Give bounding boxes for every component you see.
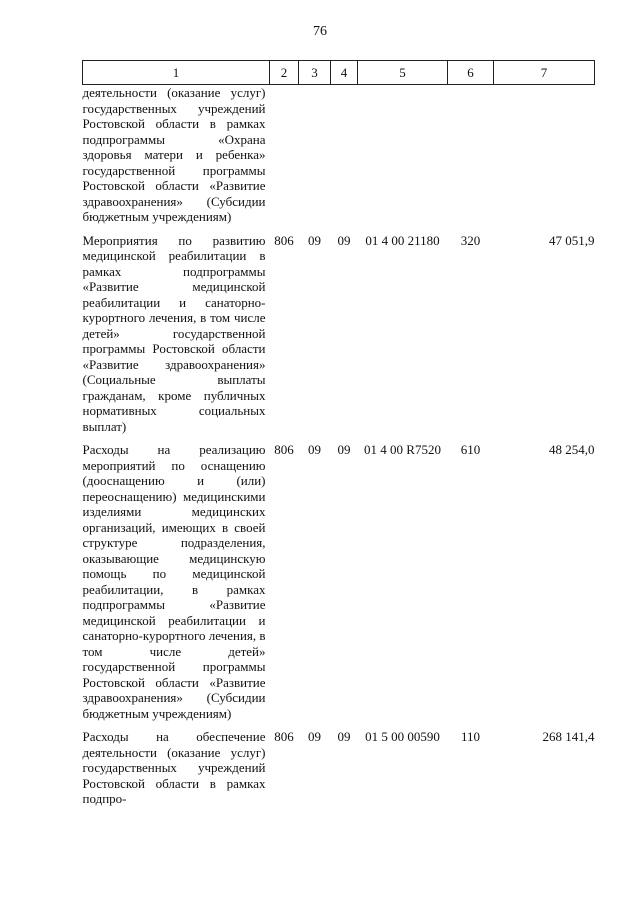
header-col-2: 2 (270, 61, 299, 85)
budget-table-container (82, 60, 594, 807)
row-subsection-code: 09 (337, 232, 351, 248)
row-description: Расходы на реализацию мероприятий по оснащению (дооснащению и (или) переоснащению) медицинскими изделиями медицинских организаций, имеющих в своей структуре подразделения, оказывающие медицинскую помощь по медицинской реабилитации, в рамках подпрограммы «Развитие медицинской реабилитации и санаторно-курортного лечения, в том числе детей» государственной программы Ростовской области «Развитие здравоохранения» (Субсидии бюджетным учреждениям) (82, 442, 266, 721)
row-expense-type: 110 (460, 729, 481, 744)
header-col-4: 4 (331, 61, 358, 85)
table-row (83, 233, 595, 435)
row-ministry-code: 806 (274, 442, 294, 457)
row-expense-type: 320 (460, 232, 481, 248)
header-col-3: 3 (299, 61, 331, 85)
row-ministry-code: 806 (274, 729, 294, 744)
row-ministry-code (270, 85, 299, 225)
row-target-article: 01 4 00 21180 (365, 232, 440, 248)
row-section-code (299, 85, 331, 225)
row-target-article: 01 4 00 R7520 (364, 442, 441, 457)
row-target-article: 01 5 00 00590 (365, 729, 440, 744)
row-amount: 47 051,9 (549, 232, 595, 248)
row-amount (494, 85, 595, 225)
row-section-code: 09 (308, 729, 321, 744)
row-subsection-code (331, 85, 358, 225)
row-description: Мероприятия по развитию медицинской реабилитации в рамках подпрограммы «Развитие медицинской реабилитации и санаторно-курортного лечения, в том числе детей» государственной программы Ростовской области «Развитие здравоохранения» (Социальные выплаты гражданам, кроме публичных нормативных социальных выплат) (82, 232, 266, 434)
row-section-code: 09 (308, 442, 321, 457)
row-description: Расходы на обеспечение деятельности (оказание услуг) государственных учреждений Ростовской области в рамках подпро- (82, 729, 266, 806)
header-col-5: 5 (358, 61, 448, 85)
row-expense-type (448, 85, 494, 225)
row-spacer (83, 225, 595, 233)
header-row (83, 61, 595, 85)
row-expense-type: 610 (460, 442, 481, 457)
row-subsection-code: 09 (337, 729, 351, 744)
table-row (83, 442, 595, 721)
row-spacer (83, 721, 595, 729)
row-spacer (83, 434, 595, 442)
budget-table (82, 60, 595, 807)
row-amount: 268 141,4 (542, 729, 595, 744)
row-section-code: 09 (308, 232, 321, 248)
table-row (83, 85, 595, 225)
row-amount: 48 254,0 (549, 442, 595, 457)
row-description: деятельности (оказание услуг) государственных учреждений Ростовской области в рамках подпрограммы «Охрана здоровья матери и ребенка» государственной программы Ростовской области «Развитие здравоохранения» (Субсидии бюджетным учреждениям) (82, 85, 266, 224)
row-target-article (358, 85, 448, 225)
page-number: 76 (313, 24, 327, 39)
table-row (83, 729, 595, 807)
row-subsection-code: 09 (337, 442, 351, 457)
table-body (83, 85, 595, 807)
row-ministry-code: 806 (274, 232, 294, 248)
header-col-7: 7 (494, 61, 595, 85)
table-header (83, 61, 595, 85)
header-col-1: 1 (83, 61, 270, 85)
header-col-6: 6 (448, 61, 494, 85)
